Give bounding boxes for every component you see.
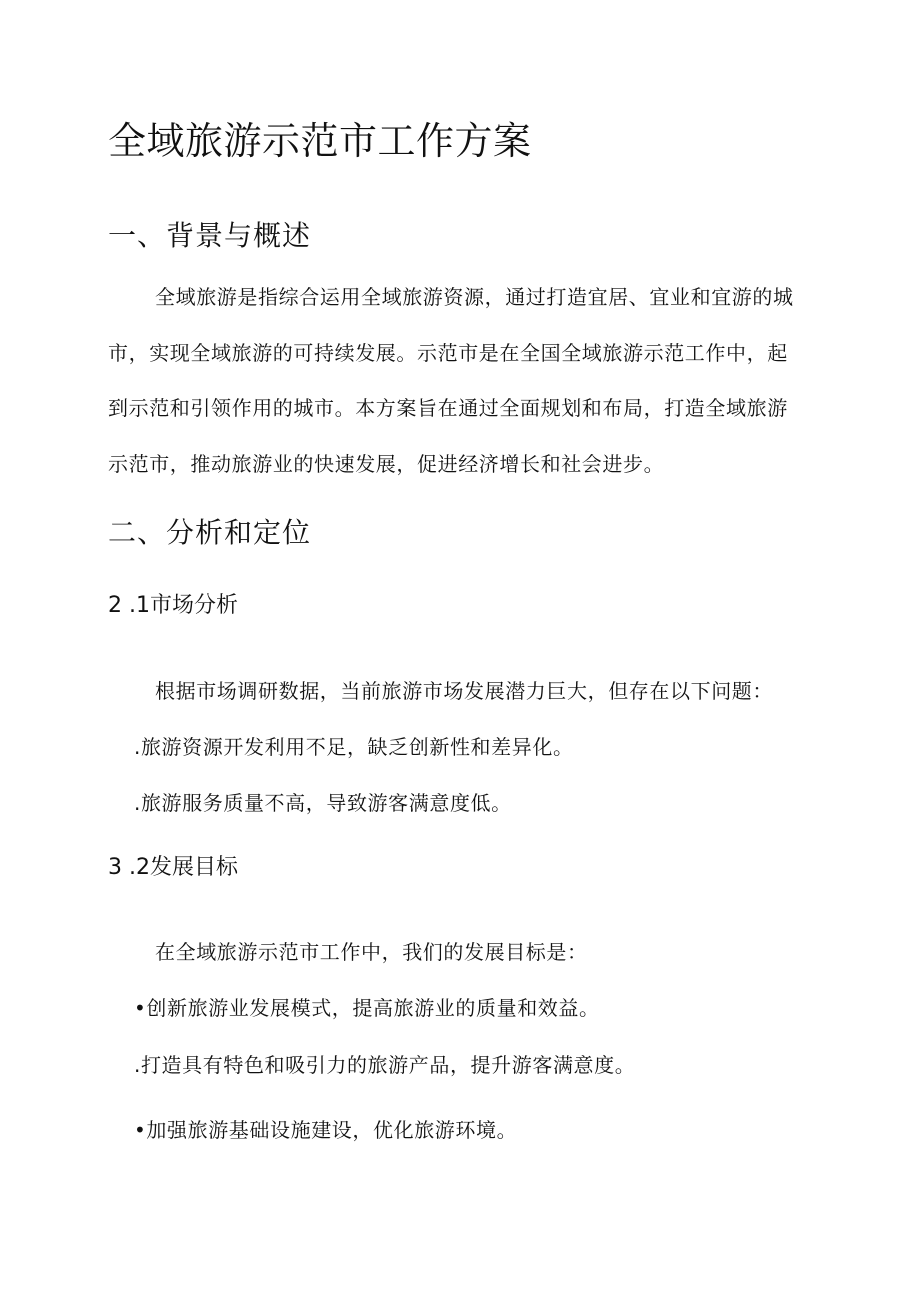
subsection-3-2-intro: 在全域旅游示范市工作中，我们的发展目标是： (155, 940, 588, 964)
subsection-2-1-list-item: .旅游服务质量不高，导致游客满意度低。 (134, 791, 512, 815)
subsection-3-2-heading: 3 .2发展目标 (108, 855, 238, 880)
subsection-3-2-list-item: •创新旅游业发展模式，提高旅游业的质量和效益。 (134, 996, 600, 1020)
section-1-paragraph-line-4: 示范市，推动旅游业的快速发展，促进经济增长和社会进步。 (108, 452, 665, 476)
section-1-paragraph-line-1: 全域旅游是指综合运用全域旅游资源，通过打造宜居、宜业和宜游的城 (155, 285, 794, 309)
section-1-paragraph-line-2: 市，实现全域旅游的可持续发展。示范市是在全国全域旅游示范工作中，起 (108, 341, 788, 365)
subsection-2-1-list-item: .旅游资源开发利用不足，缺乏创新性和差异化。 (134, 735, 574, 759)
subsection-2-1-intro: 根据市场调研数据，当前旅游市场发展潜力巨大，但存在以下问题： (155, 679, 773, 703)
subsection-3-2-list-item: •加强旅游基础设施建设，优化旅游环境。 (134, 1118, 518, 1142)
subsection-3-2-list-item: .打造具有特色和吸引力的旅游产品，提升游客满意度。 (134, 1053, 636, 1077)
document-title: 全域旅游示范市工作方案 (108, 119, 532, 163)
section-1-heading: 一、背景与概述 (108, 219, 312, 252)
subsection-2-1-heading: 2 .1市场分析 (108, 593, 238, 618)
section-1-paragraph-line-3: 到示范和引领作用的城市。本方案旨在通过全面规划和布局，打造全域旅游 (108, 396, 788, 420)
section-2-heading: 二、分析和定位 (108, 516, 312, 549)
